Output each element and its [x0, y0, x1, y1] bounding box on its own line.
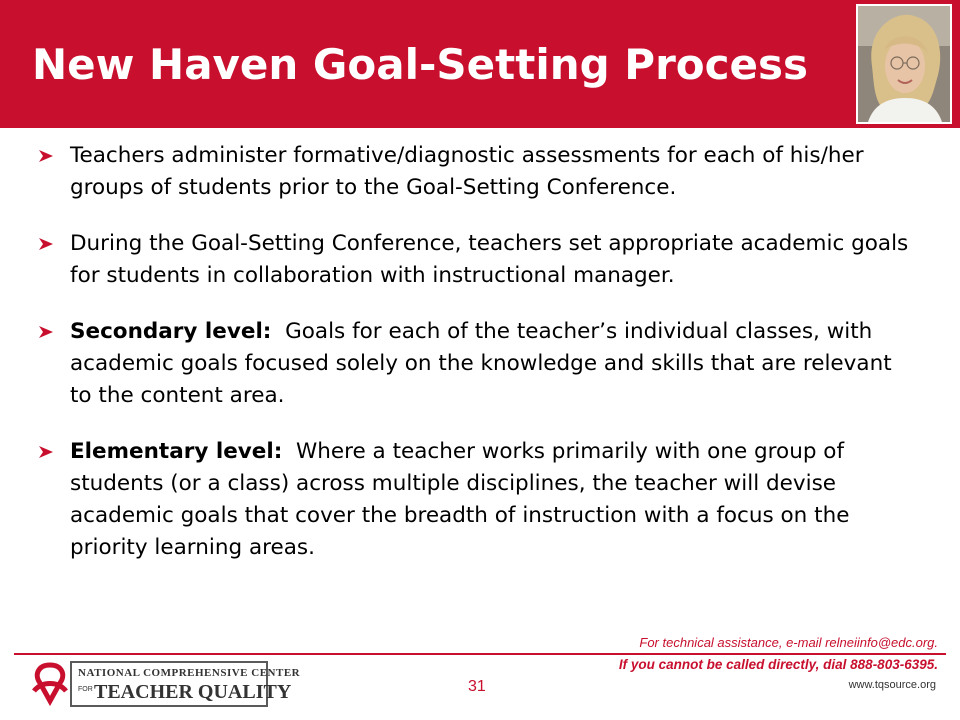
website-link[interactable]: www.tqsource.org: [848, 679, 936, 691]
presenter-photo: [856, 4, 952, 124]
title-banner: [0, 0, 960, 128]
tech-assist-note: For technical assistance, e-mail relneiinfo@edc.org.: [639, 635, 938, 650]
page-number: 31: [468, 678, 486, 695]
arrow-bullet-icon: [38, 149, 54, 163]
bullet-item: [36, 228, 916, 292]
bullet-item: [36, 436, 916, 564]
presenter-photo-image: [858, 6, 950, 122]
slide-title: New Haven Goal-Setting Process: [32, 40, 809, 89]
bullet-text: Where a teacher works primarily with one group of students (or a class) across multiple disciplines, the teacher will devise academic goals that cover the breadth of instruction with a focus on the priority learning areas.: [70, 439, 850, 560]
ncctq-logo-icon: [28, 661, 72, 707]
bullet-text: Goals for each of the teacher’s individual classes, with academic goals focused solely on the knowledge and skills that are relevant to the content area.: [70, 319, 892, 408]
bullet-text: Teachers administer formative/diagnostic assessments for each of his/her groups of students prior to the Goal-Setting Conference.: [70, 143, 864, 200]
arrow-bullet-icon: [38, 445, 54, 459]
ncctq-logo: [28, 661, 301, 709]
bullet-item: [36, 316, 916, 412]
call-note: If you cannot be called directly, dial 888-803-6395.: [618, 657, 938, 672]
arrow-bullet-icon: [38, 237, 54, 251]
bullet-text: During the Goal-Setting Conference, teachers set appropriate academic goals for students in collaboration with instructional manager.: [70, 231, 909, 288]
bullet-list: [36, 140, 916, 564]
logo-line-top: NATIONAL COMPREHENSIVE CENTER: [78, 667, 301, 679]
footer-divider: [14, 653, 946, 655]
logo-line-for: FOR: [78, 686, 93, 693]
logo-line-bottom: TEACHER QUALITY: [94, 681, 292, 703]
bullet-bold-lead: Secondary level:: [70, 319, 272, 344]
bullet-item: [36, 140, 916, 204]
arrow-bullet-icon: [38, 325, 54, 339]
bullet-bold-lead: Elementary level:: [70, 439, 283, 464]
